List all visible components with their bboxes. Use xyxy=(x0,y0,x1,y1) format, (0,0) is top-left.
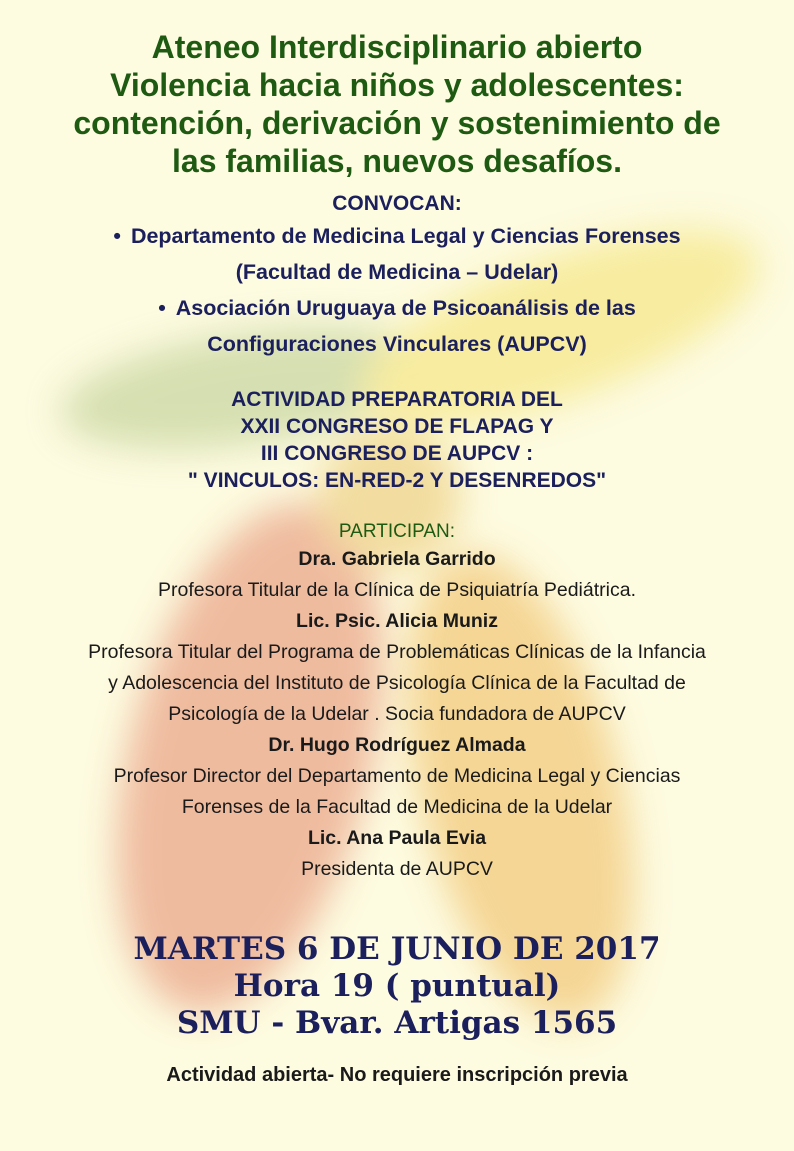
preparatory-line: III CONGRESO DE AUPCV : xyxy=(260,442,534,465)
organization-line: (Facultad de Medicina – Udelar) xyxy=(235,260,559,284)
event-details xyxy=(0,931,794,1042)
organization-item xyxy=(0,290,794,362)
role-line: Psicología de la Udelar . Socia fundadora de AUPCV xyxy=(168,703,626,725)
participant-role xyxy=(0,637,794,730)
open-activity-note: Actividad abierta- No requiere inscripción previa xyxy=(166,1064,628,1086)
title-line: las familias, nuevos desafíos. xyxy=(172,143,622,179)
participant-name: Lic. Psic. Alicia Muniz xyxy=(296,610,498,632)
organization-line: Configuraciones Vinculares (AUPCV) xyxy=(207,332,587,356)
participants-heading: PARTICIPAN: xyxy=(338,521,456,542)
role-line: Forenses de la Facultad de Medicina de la Udelar xyxy=(181,796,613,818)
participant-role xyxy=(0,761,794,823)
flyer-title xyxy=(0,28,794,180)
flyer xyxy=(0,28,794,1088)
title-line: Ateneo Interdisciplinario abierto xyxy=(151,29,643,65)
role-line: Presidenta de AUPCV xyxy=(301,858,493,880)
event-date: MARTES 6 DE JUNIO DE 2017 xyxy=(133,931,661,967)
event-place: SMU - Bvar. Artigas 1565 xyxy=(176,1005,618,1041)
participant-role xyxy=(0,854,794,885)
role-line: Profesor Director del Departamento de Medicina Legal y Ciencias xyxy=(113,765,681,787)
participant xyxy=(0,730,794,823)
role-line: Profesora Titular de la Clínica de Psiquiatría Pediátrica. xyxy=(158,579,636,601)
preparatory-activity xyxy=(0,386,794,494)
bullet-icon: • xyxy=(113,224,121,248)
participant xyxy=(0,823,794,885)
organization-line: Asociación Uruguaya de Psicoanálisis de las xyxy=(175,296,636,320)
participant xyxy=(0,544,794,606)
convocan-heading: CONVOCAN: xyxy=(332,192,462,215)
preparatory-line: XXII CONGRESO DE FLAPAG Y xyxy=(240,415,554,438)
preparatory-line: " VINCULOS: EN-RED-2 Y DESENREDOS" xyxy=(187,469,607,492)
organization-item xyxy=(0,218,794,290)
preparatory-line: ACTIVIDAD PREPARATORIA DEL xyxy=(231,388,563,411)
organization-line: Departamento de Medicina Legal y Ciencias Forenses xyxy=(130,224,681,248)
participant-name: Dra. Gabriela Garrido xyxy=(298,548,496,570)
role-line: y Adolescencia del Instituto de Psicología Clínica de la Facultad de xyxy=(108,672,686,694)
role-line: Profesora Titular del Programa de Problemáticas Clínicas de la Infancia xyxy=(88,641,706,663)
participant xyxy=(0,606,794,730)
participant-name: Dr. Hugo Rodríguez Almada xyxy=(268,734,526,756)
bullet-icon: • xyxy=(158,296,166,320)
title-line: Violencia hacia niños y adolescentes: xyxy=(110,67,684,103)
title-line: contención, derivación y sostenimiento de xyxy=(73,105,721,141)
participant-role xyxy=(0,575,794,606)
event-time: Hora 19 ( puntual) xyxy=(233,968,561,1004)
participant-name: Lic. Ana Paula Evia xyxy=(307,827,487,849)
